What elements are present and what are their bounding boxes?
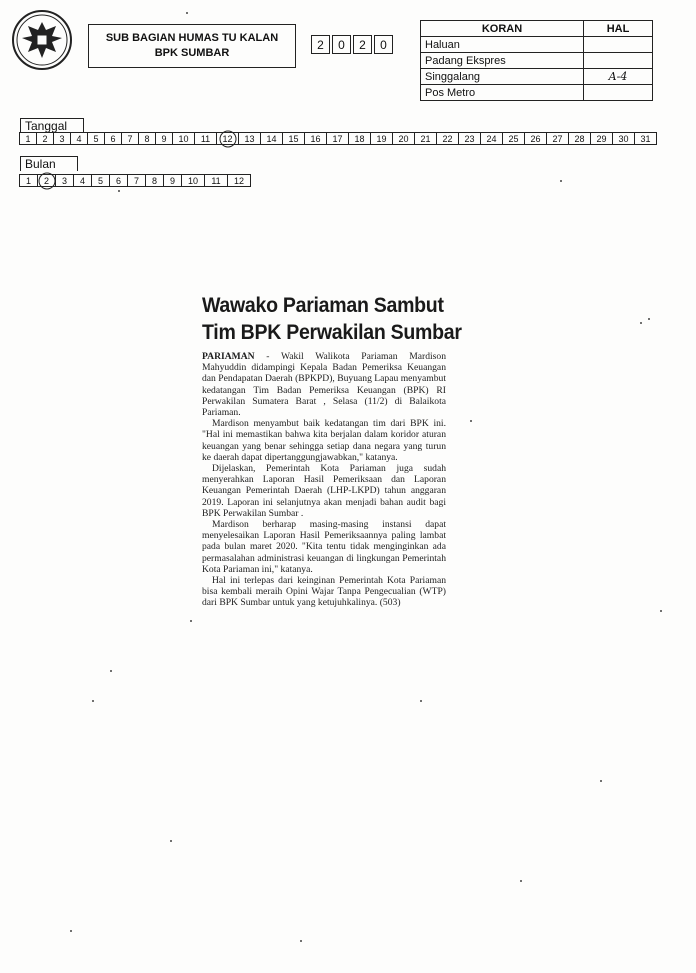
day-cell: 27 [546, 132, 569, 145]
scan-speck [648, 318, 650, 320]
day-cell: 12 [216, 132, 239, 145]
paragraph-text: - Wakil Walikota Pariaman Mardison Mahyuddin didampingi Kepala Badan Pemeriksa Keuangan dan Pendapatan Daerah (BPKPD), Buyuang Lapau menyambut kedatangan Tim Badan Pemeriksa Keuangan (BPK) RI Perwakilan Sumatera Barat , Selasa (11/2) di Balaikota Pariaman. [202, 351, 446, 419]
month-cell: 6 [109, 174, 128, 187]
year-digit: 2 [353, 35, 372, 54]
day-cell: 11 [194, 132, 217, 145]
month-cell: 2 [37, 174, 56, 187]
day-cell: 8 [138, 132, 156, 145]
table-row [421, 53, 653, 69]
day-cell: 23 [458, 132, 481, 145]
day-cell: 26 [524, 132, 547, 145]
day-cell: 30 [612, 132, 635, 145]
newspaper-name: Padang Ekspres [421, 53, 584, 69]
scan-speck [600, 780, 602, 782]
day-cell: 2 [36, 132, 54, 145]
day-cell: 25 [502, 132, 525, 145]
paragraph: Mardison menyambut baik kedatangan tim dari BPK ini. "Hal ini memastikan bahwa kita berjalan dalam koridor aturan keuangan yang benar sehingga setiap dana negara yang turun ke daerah dapat dipertanggungjawabkan," katanya. [202, 418, 446, 463]
hal-header: HAL [584, 21, 653, 37]
newspaper-name: Haluan [421, 37, 584, 53]
scan-speck [420, 700, 422, 702]
day-cell: 19 [370, 132, 393, 145]
scan-speck [118, 190, 120, 192]
page-number [584, 53, 653, 69]
headline-line-1: Wawako Pariaman Sambut [202, 294, 444, 317]
year-boxes [311, 35, 393, 54]
paragraph: Hal ini terlepas dari keinginan Pemerintah Kota Pariaman bisa kembali meraih Opini Wajar Tanpa Pengecualian (WTP) dari BPK Sumbar untuk yang ketujuhkalinya. (503) [202, 575, 446, 609]
scan-speck [470, 420, 472, 422]
day-cell: 18 [348, 132, 371, 145]
day-cell: 16 [304, 132, 327, 145]
day-cell: 17 [326, 132, 349, 145]
newspaper-table [420, 20, 653, 101]
day-cell: 10 [172, 132, 195, 145]
day-cell: 1 [19, 132, 37, 145]
scan-speck [560, 180, 562, 182]
day-cell: 21 [414, 132, 437, 145]
day-cell: 13 [238, 132, 261, 145]
headline-line-2: Tim BPK Perwakilan Sumbar [202, 321, 462, 344]
month-cell: 5 [91, 174, 110, 187]
scan-speck [660, 610, 662, 612]
day-cell: 4 [70, 132, 88, 145]
month-cell: 8 [145, 174, 164, 187]
scan-speck [520, 880, 522, 882]
day-cell: 31 [634, 132, 657, 145]
scan-speck [640, 322, 642, 324]
bulan-label: Bulan [20, 156, 78, 171]
paragraph [202, 351, 446, 418]
month-cell: 4 [73, 174, 92, 187]
paragraph: Dijelaskan, Pemerintah Kota Pariaman juga sudah menyerahkan Laporan Hasil Pemeriksaan dan Laporan Keuangan Pemerintah Daerah (LHP-LKPD) tahun anggaran 2019. Laporan ini selanjutnya akan menjadi bahan audit bagi BPK Perwakilan Sumbar . [202, 463, 446, 519]
scan-speck [110, 670, 112, 672]
table-row [421, 85, 653, 101]
article-body [202, 351, 446, 609]
scan-speck [92, 700, 94, 702]
scan-speck [70, 930, 72, 932]
year-digit: 2 [311, 35, 330, 54]
day-cell: 3 [53, 132, 71, 145]
office-name-box [88, 24, 296, 68]
scan-speck [170, 840, 172, 842]
day-cell: 29 [590, 132, 613, 145]
newspaper-name: Singgalang [421, 69, 584, 85]
day-cell: 6 [104, 132, 122, 145]
garuda-emblem-logo [10, 8, 74, 72]
month-cell: 10 [181, 174, 205, 187]
day-cell: 9 [155, 132, 173, 145]
month-boxes [20, 174, 251, 187]
day-cell: 7 [121, 132, 139, 145]
dateline: PARIAMAN [202, 351, 255, 362]
day-cell: 28 [568, 132, 591, 145]
month-cell: 7 [127, 174, 146, 187]
day-cell: 20 [392, 132, 415, 145]
day-cell: 14 [260, 132, 283, 145]
koran-header: KORAN [421, 21, 584, 37]
page-number [584, 37, 653, 53]
page-number: A-4 [584, 69, 653, 85]
article-headline [202, 292, 462, 346]
year-digit: 0 [374, 35, 393, 54]
month-cell: 11 [204, 174, 228, 187]
year-digit: 0 [332, 35, 351, 54]
month-cell: 3 [55, 174, 74, 187]
scan-speck [190, 620, 192, 622]
day-cell: 24 [480, 132, 503, 145]
day-boxes [20, 132, 657, 145]
newspaper-name: Pos Metro [421, 85, 584, 101]
office-line-2: BPK SUMBAR [154, 47, 230, 59]
day-cell: 22 [436, 132, 459, 145]
office-line-1: SUB BAGIAN HUMAS TU KALAN [105, 32, 279, 44]
scan-speck [300, 940, 302, 942]
tanggal-label: Tanggal [20, 118, 84, 133]
month-cell: 12 [227, 174, 251, 187]
page-number [584, 85, 653, 101]
paragraph: Mardison berharap masing-masing instansi dapat menyelesaikan Laporan Hasil Pemeriksaannya paling lambat pada bulan maret 2020. "Kita tentu tidak menginginkan ada permasalahan administrasi keuangan di lingkungan Pemerintah Kota Pariaman ini," katanya. [202, 519, 446, 575]
day-cell: 15 [282, 132, 305, 145]
day-cell: 5 [87, 132, 105, 145]
month-cell: 9 [163, 174, 182, 187]
scan-speck [186, 12, 188, 14]
table-row [421, 37, 653, 53]
table-row [421, 69, 653, 85]
month-cell: 1 [19, 174, 38, 187]
